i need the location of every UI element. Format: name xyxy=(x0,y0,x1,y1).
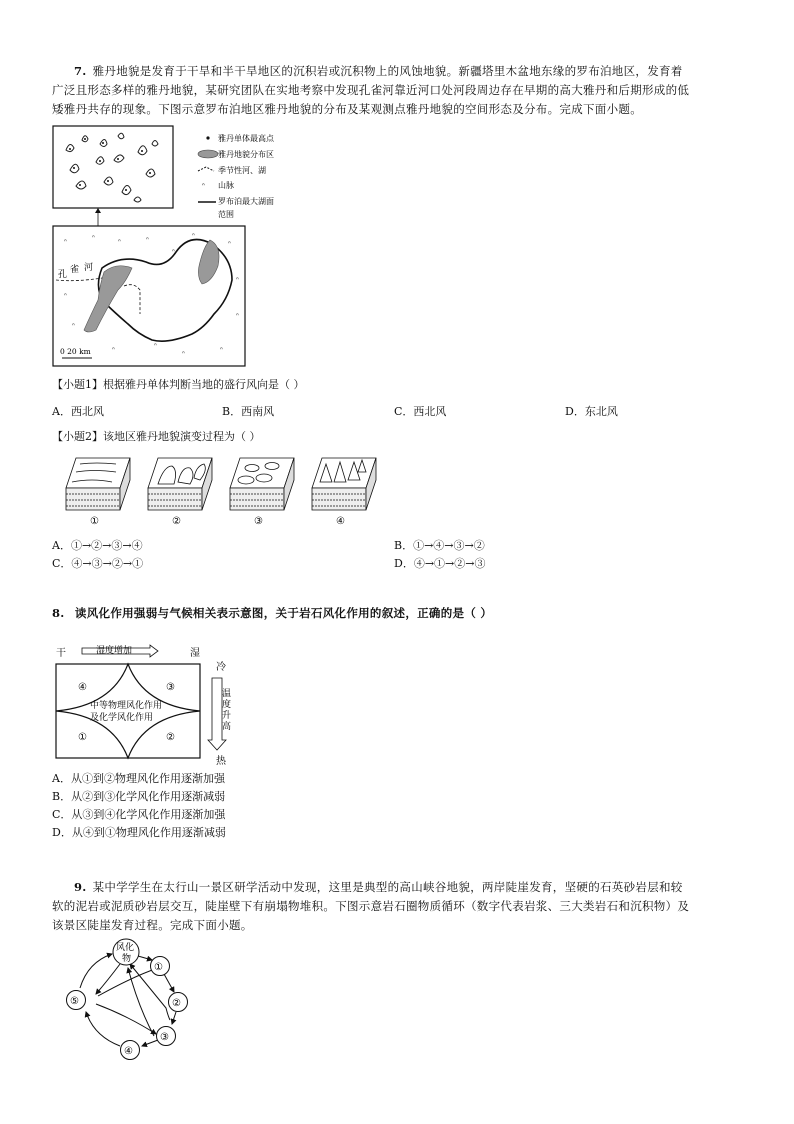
q7-stem-line3: 矮雅丹共存的现象。下图示意罗布泊地区雅丹地貌的分布及某观测点雅丹地貌的空间形态及分布。完成下面小题。 xyxy=(52,102,642,116)
river-label-3: 河 xyxy=(84,263,94,273)
q7-sub2-option-a[interactable]: A．①→②→③→④ xyxy=(52,539,143,552)
q7-sub2-option-c[interactable]: C．④→③→②→① xyxy=(52,557,144,570)
svg-text:ᐢ: ᐢ xyxy=(64,238,67,246)
zone-1: ① xyxy=(78,732,87,743)
q7-sub2-option-d[interactable]: D．④→①→②→③ xyxy=(394,557,486,570)
q7-stem-line2: 广泛且形态多样的雅丹地貌，某研究团队在实地考察中发现孔雀河靠近河口处河段周边存在早期的高大雅丹和后期形成的低 xyxy=(52,83,690,97)
q8-question: 读风化作用强弱与气候相关表示意图，关于岩石风化作用的叙述，正确的是（ ） xyxy=(74,606,493,620)
svg-text:ᐢ: ᐢ xyxy=(112,346,115,354)
svg-text:ᐢ: ᐢ xyxy=(172,248,175,256)
svg-text:ᐢ: ᐢ xyxy=(182,350,185,358)
svg-text:ᐢ: ᐢ xyxy=(236,276,239,284)
q8-option-b[interactable]: B．从②到③化学风化作用逐渐减弱 xyxy=(52,790,226,803)
dry-label: 干 xyxy=(56,648,66,659)
zone-2: ② xyxy=(166,732,175,743)
svg-text:ᐢ: ᐢ xyxy=(236,312,239,320)
zone-4: ④ xyxy=(78,682,87,693)
river-label-1: 孔 xyxy=(58,270,68,280)
stage-label-1: ① xyxy=(90,516,99,527)
q7-map-figure xyxy=(52,122,330,368)
temp-char-3: 升 xyxy=(222,711,232,721)
svg-text:ᐢ: ᐢ xyxy=(154,342,157,350)
svg-text:ᐢ: ᐢ xyxy=(92,234,95,242)
svg-text:ᐢ: ᐢ xyxy=(72,322,75,330)
q8-weathering-diagram xyxy=(52,640,252,768)
stage-label-4: ④ xyxy=(336,516,345,527)
q9-stem-line2: 软的泥岩或泥质砂岩层交互，陡崖壁下有崩塌物堆积。下图示意岩石圈物质循环（数字代表岩浆、三大类岩石和沉积物）及 xyxy=(52,899,690,913)
temp-char-1: 温 xyxy=(222,689,232,699)
legend-lake-extent: 罗布泊最大湖面 xyxy=(218,197,274,206)
svg-text:ᐢ: ᐢ xyxy=(118,238,121,246)
mountain-icon: ᐢ xyxy=(202,182,205,190)
q9-stem-line3: 该景区陡崖发育过程。完成下面小题。 xyxy=(52,918,253,932)
q7-sub1-question: 【小题1】根据雅丹单体判断当地的盛行风向是（ ） xyxy=(52,378,305,391)
node-3: ③ xyxy=(160,1032,169,1043)
q7-map-legend xyxy=(198,133,275,219)
svg-text:ᐢ: ᐢ xyxy=(146,236,149,244)
q7-sub1-option-a[interactable]: A．西北风 xyxy=(52,405,104,418)
svg-text:ᐢ: ᐢ xyxy=(64,292,67,300)
zone-3: ③ xyxy=(166,682,175,693)
map-scale: 0 20 km xyxy=(60,347,91,356)
temp-char-4: 高 xyxy=(222,722,232,732)
river-label-2: 雀 xyxy=(70,265,80,275)
center-label-1: 中等物理风化作用 xyxy=(90,701,163,711)
legend-seasonal-river: 季节性河、湖 xyxy=(218,166,266,175)
stage-label-2: ② xyxy=(172,516,181,527)
hot-label: 热 xyxy=(216,756,226,767)
legend-lake-extent-2: 范围 xyxy=(218,210,234,219)
legend-mountain: 山脉 xyxy=(218,181,234,190)
q9-stem xyxy=(52,878,752,935)
q7-sub1-option-b[interactable]: B．西南风 xyxy=(222,405,275,418)
q9-number: 9. xyxy=(74,880,87,894)
node-5: ⑤ xyxy=(70,996,79,1007)
q7-stem-line1: 雅丹地貌是发育于干旱和半干旱地区的沉积岩或沉积物上的风蚀地貌。新疆塔里木盆地东缘的罗布泊地区，发育着 xyxy=(92,64,683,78)
node-2: ② xyxy=(172,998,181,1009)
q7-sub1-option-c[interactable]: C．西北风 xyxy=(394,405,447,418)
wet-label: 湿 xyxy=(190,648,200,659)
q7-evolution-stages xyxy=(62,452,382,528)
svg-text:ᐢ: ᐢ xyxy=(220,346,223,354)
svg-text:ᐢ: ᐢ xyxy=(192,232,195,240)
stage-label-3: ③ xyxy=(254,516,263,527)
center-label-2: 及化学风化作用 xyxy=(90,713,154,723)
q7-number: 7. xyxy=(74,64,87,78)
legend-yardang-peak: 雅丹单体最高点 xyxy=(218,134,274,143)
q8-option-d[interactable]: D．从④到①物理风化作用逐渐减弱 xyxy=(52,826,226,839)
cold-label: 冷 xyxy=(216,662,226,673)
svg-text:ᐢ: ᐢ xyxy=(228,240,231,248)
q8-question-row xyxy=(52,604,752,623)
q9-rock-cycle-diagram xyxy=(58,936,208,1062)
q7-sub2-question: 【小题2】该地区雅丹地貌演变过程为（ ） xyxy=(52,430,261,443)
q7-stem xyxy=(52,62,752,119)
node-weathered-2: 物 xyxy=(122,954,132,964)
humidity-arrow-label: 湿度增加 xyxy=(96,646,133,656)
q8-number: 8. xyxy=(52,606,65,620)
legend-yardang-area: 雅丹地貌分布区 xyxy=(218,150,274,159)
q8-option-c[interactable]: C．从③到④化学风化作用逐渐加强 xyxy=(52,808,226,821)
node-weathered-1: 风化 xyxy=(116,943,135,953)
q8-option-a[interactable]: A．从①到②物理风化作用逐渐加强 xyxy=(52,772,225,785)
q9-stem-line1: 某中学学生在太行山一景区研学活动中发现，这里是典型的高山峡谷地貌，两岸陡崖发育，坚硬的石英砂岩层和较 xyxy=(92,880,683,894)
q7-sub2-option-b[interactable]: B．①→④→③→② xyxy=(394,539,485,552)
node-1: ① xyxy=(154,962,163,973)
temp-char-2: 度 xyxy=(222,700,232,710)
q7-sub1-option-d[interactable]: D．东北风 xyxy=(565,405,618,418)
node-4: ④ xyxy=(124,1046,133,1057)
